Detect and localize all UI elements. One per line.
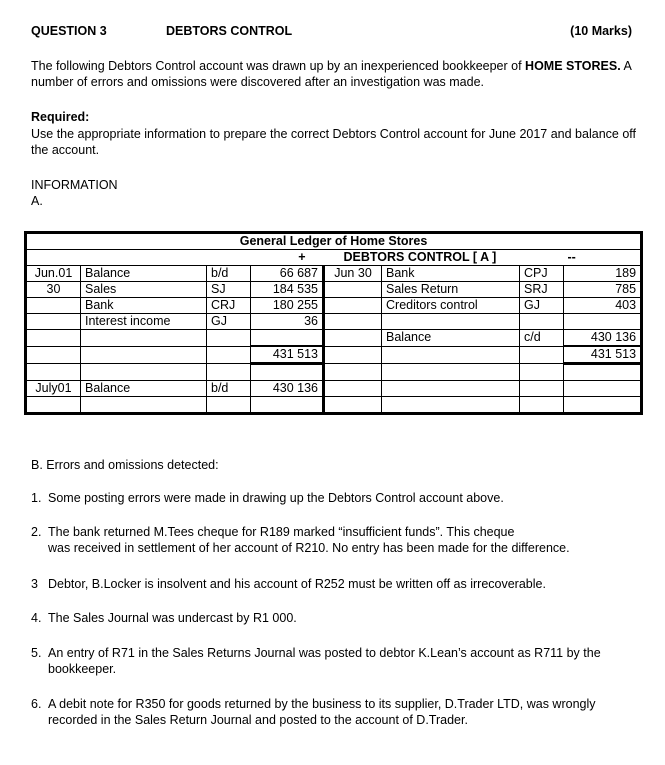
debit-date-cell — [26, 330, 81, 347]
ledger-row — [26, 346, 642, 364]
debit-amount-cell — [251, 397, 324, 414]
ledger-row — [26, 397, 642, 414]
information-heading: INFORMATION — [31, 178, 118, 192]
credit-amount-cell: 403 — [564, 298, 642, 314]
debit-amount-cell: 184 535 — [251, 282, 324, 298]
debit-details-cell: Interest income — [81, 314, 207, 330]
credit-amount-cell: 189 — [564, 266, 642, 282]
credit-amount-cell — [564, 364, 642, 381]
credit-fol-cell — [520, 346, 564, 364]
credit-fol-cell: SRJ — [520, 282, 564, 298]
credit-amount-cell — [564, 397, 642, 414]
debit-amount-cell — [251, 330, 324, 347]
required-text: Use the appropriate information to prepare the correct Debtors Control account for June 2017 and balance off the account. — [31, 127, 636, 157]
error-number: 6. — [31, 697, 42, 711]
credit-amount-cell: 785 — [564, 282, 642, 298]
errors-heading: B. Errors and omissions detected: — [31, 458, 219, 472]
ledger-row — [26, 381, 642, 397]
credit-sign: -- — [564, 250, 642, 266]
error-text — [48, 524, 638, 556]
debit-fol-cell: b/d — [207, 266, 251, 282]
question-topic: DEBTORS CONTROL — [166, 24, 293, 38]
error-text: An entry of R71 in the Sales Returns Journal was posted to debtor K.Lean’s account as R711 by the bookkeeper. — [48, 646, 601, 676]
ledger-row — [26, 266, 642, 282]
debit-fol-cell: b/d — [207, 381, 251, 397]
credit-details-cell — [382, 346, 520, 364]
credit-date-cell — [324, 381, 382, 397]
ledger-body — [26, 266, 642, 414]
credit-details-cell — [382, 364, 520, 381]
debit-date-cell — [26, 364, 81, 381]
credit-fol-cell — [520, 397, 564, 414]
credit-details-cell: Creditors control — [382, 298, 520, 314]
credit-details-cell: Bank — [382, 266, 520, 282]
debit-date-cell: July01 — [26, 381, 81, 397]
debtors-control-ledger — [24, 231, 643, 415]
credit-fol-cell: CPJ — [520, 266, 564, 282]
error-number: 5. — [31, 646, 42, 660]
credit-details-cell — [382, 381, 520, 397]
intro-prefix: The following Debtors Control account was drawn up by an inexperienced bookkeeper of — [31, 59, 526, 73]
credit-fol-cell — [520, 364, 564, 381]
debit-fol-cell: SJ — [207, 282, 251, 298]
debit-details-cell — [81, 397, 207, 414]
debit-fol-cell: GJ — [207, 314, 251, 330]
error-number: 4. — [31, 611, 42, 625]
credit-amount-cell: 431 513 — [564, 346, 642, 364]
credit-amount-cell: 430 136 — [564, 330, 642, 347]
credit-date-cell — [324, 330, 382, 347]
ledger-title: General Ledger of Home Stores — [26, 233, 642, 250]
debit-fol-cell — [207, 346, 251, 364]
debit-date-cell: 30 — [26, 282, 81, 298]
debit-details-cell: Balance — [81, 266, 207, 282]
credit-details-cell — [382, 314, 520, 330]
debit-amount-cell — [251, 364, 324, 381]
intro-paragraph — [31, 58, 641, 90]
ledger-row — [26, 330, 642, 347]
debit-amount-cell: 66 687 — [251, 266, 324, 282]
debit-details-cell — [81, 364, 207, 381]
required-heading: Required: — [31, 110, 90, 124]
credit-details-cell: Sales Return — [382, 282, 520, 298]
debit-sign: + — [26, 250, 324, 266]
error-text: The Sales Journal was undercast by R1 000. — [48, 611, 297, 625]
debit-amount-cell: 431 513 — [251, 346, 324, 364]
debit-details-cell — [81, 330, 207, 347]
business-name: HOME STORES. — [525, 59, 621, 73]
debit-details-cell: Bank — [81, 298, 207, 314]
credit-date-cell — [324, 397, 382, 414]
debit-details-cell: Balance — [81, 381, 207, 397]
error-text-line-1: The bank returned M.Tees cheque for R189 marked “insufficient funds”. This cheque — [48, 525, 515, 539]
error-text: Debtor, B.Locker is insolvent and his account of R252 must be written off as irrecoverable. — [48, 577, 546, 591]
debit-amount-cell: 36 — [251, 314, 324, 330]
ledger-row — [26, 298, 642, 314]
debit-amount-cell: 430 136 — [251, 381, 324, 397]
credit-date-cell — [324, 364, 382, 381]
error-text: Some posting errors were made in drawing up the Debtors Control account above. — [48, 491, 504, 505]
ledger-row — [26, 314, 642, 330]
account-name: DEBTORS CONTROL [ A ] — [324, 250, 564, 266]
debit-amount-cell: 180 255 — [251, 298, 324, 314]
ledger-row — [26, 282, 642, 298]
credit-details-cell: Balance — [382, 330, 520, 347]
credit-fol-cell — [520, 381, 564, 397]
credit-fol-cell: c/d — [520, 330, 564, 347]
intro-suffix: A number of errors and omissions were discovered after an investigation was made. — [31, 59, 632, 89]
credit-date-cell — [324, 314, 382, 330]
marks-label: (10 Marks) — [570, 24, 632, 38]
credit-fol-cell: GJ — [520, 298, 564, 314]
credit-details-cell — [382, 397, 520, 414]
error-text-line-2: was received in settlement of her account of R210. No entry has been made for the difference. — [48, 541, 570, 555]
ledger-title-row — [26, 233, 642, 250]
error-text: A debit note for R350 for goods returned by the business to its supplier, D.Trader LTD, was wrongly recorded in the Sales Return Journal and posted to the account of D.Trader. — [48, 697, 596, 727]
debit-fol-cell — [207, 330, 251, 347]
debit-date-cell — [26, 346, 81, 364]
credit-date-cell: Jun 30 — [324, 266, 382, 282]
credit-date-cell — [324, 298, 382, 314]
credit-amount-cell — [564, 381, 642, 397]
debit-fol-cell: CRJ — [207, 298, 251, 314]
credit-fol-cell — [520, 314, 564, 330]
credit-amount-cell — [564, 314, 642, 330]
credit-date-cell — [324, 346, 382, 364]
debit-date-cell — [26, 314, 81, 330]
error-number: 1. — [31, 491, 42, 505]
ledger-row — [26, 364, 642, 381]
error-number: 3 — [31, 577, 38, 591]
debit-date-cell: Jun.01 — [26, 266, 81, 282]
debit-fol-cell — [207, 364, 251, 381]
error-number: 2. — [31, 525, 42, 539]
debit-date-cell — [26, 397, 81, 414]
debit-fol-cell — [207, 397, 251, 414]
debit-details-cell: Sales — [81, 282, 207, 298]
debit-date-cell — [26, 298, 81, 314]
credit-date-cell — [324, 282, 382, 298]
section-a-label: A. — [31, 194, 43, 208]
question-number: QUESTION 3 — [31, 24, 107, 38]
debit-details-cell — [81, 346, 207, 364]
ledger-account-row — [26, 250, 642, 266]
